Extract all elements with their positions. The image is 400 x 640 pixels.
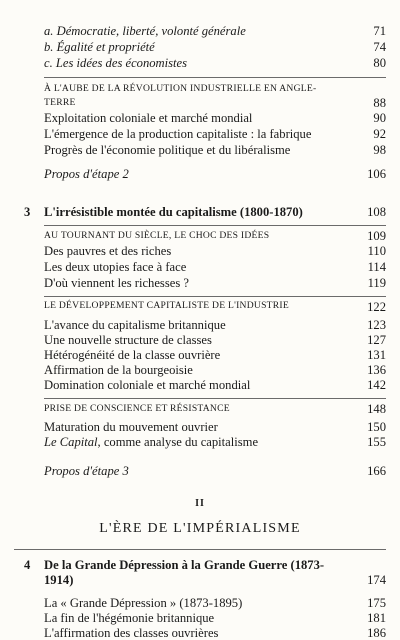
section-heading-aube-cont: TERRE (44, 97, 76, 108)
toc-entry: Maturation du mouvement ouvrier (44, 420, 218, 434)
section-heading-tournant: AU TOURNANT DU SIÈCLE, LE CHOC DES IDÉES (44, 230, 270, 241)
page-number: 106 (367, 167, 386, 181)
page-number: 175 (367, 596, 386, 610)
page-number: 166 (367, 464, 386, 478)
page-number: 98 (373, 143, 386, 157)
page-number: 110 (367, 244, 386, 258)
page-number: 119 (367, 276, 386, 290)
toc-entry: Affirmation de la bourgeoisie (44, 363, 193, 377)
toc-entry: Progrès de l'économie politique et du libéralisme (44, 143, 291, 157)
page-number: 71 (373, 24, 386, 38)
toc-entry-idees-economistes: c. Les idées des économistes (44, 56, 188, 70)
section-heading-prise: PRISE DE CONSCIENCE ET RÉSISTANCE (44, 403, 230, 414)
page-number: 142 (367, 378, 386, 392)
section-heading-aube: À L'AUBE DE LA RÉVOLUTION INDUSTRIELLE EN ANGLE- (44, 83, 317, 94)
part-title: L'ÈRE DE L'IMPÉRIALISME (99, 521, 301, 536)
toc-entry: L'affirmation des classes ouvrières (44, 626, 219, 640)
toc-entry-egalite: b. Égalité et propriété (44, 40, 155, 54)
page-number: 150 (367, 420, 386, 434)
page-number: 148 (367, 402, 386, 416)
section-rule (44, 225, 386, 226)
page-number: 88 (373, 96, 386, 110)
page-number: 92 (373, 127, 386, 141)
page-number: 90 (373, 111, 386, 125)
toc-entry: Une nouvelle structure de classes (44, 333, 212, 347)
page-number: 114 (367, 260, 386, 274)
page-number: 108 (367, 205, 386, 219)
book-title: Le Capital (44, 435, 98, 449)
toc-entry: Hétérogénéité de la classe ouvrière (44, 348, 221, 362)
page-number: 109 (367, 229, 386, 243)
toc-entry-democratie: a. Démocratie, liberté, volonté générale (44, 24, 246, 38)
page-number: 74 (373, 40, 386, 54)
page-number: 122 (367, 300, 386, 314)
toc-entry: L'émergence de la production capitaliste : la fabrique (44, 127, 312, 141)
page-number: 127 (367, 333, 386, 347)
page-number: 131 (367, 348, 386, 362)
page-number: 181 (367, 611, 386, 625)
toc-entry-le-capital (44, 435, 258, 449)
page-number: 136 (367, 363, 386, 377)
page-number: 174 (367, 573, 386, 587)
part-numeral: II (195, 498, 205, 509)
toc-entry-rest: , comme analyse du capitalisme (97, 435, 259, 449)
section-rule (44, 296, 386, 297)
chapter-title: De la Grande Dépression à la Grande Guerre (1873- (44, 558, 325, 572)
toc-entry: Les deux utopies face à face (44, 260, 187, 274)
page-number: 155 (367, 435, 386, 449)
propos-etape-2: Propos d'étape 2 (44, 167, 129, 181)
propos-etape-3: Propos d'étape 3 (44, 464, 129, 478)
toc-entry: Des pauvres et des riches (44, 244, 172, 258)
section-rule (44, 77, 386, 78)
toc-entry: La « Grande Dépression » (1873-1895) (44, 596, 243, 610)
chapter-rule (14, 549, 386, 550)
toc-entry: D'où viennent les richesses ? (44, 276, 189, 290)
toc-entry: La fin de l'hégémonie britannique (44, 611, 215, 625)
chapter-title: L'irrésistible montée du capitalisme (1800-1870) (44, 205, 303, 219)
section-heading-developpement: LE DÉVELOPPEMENT CAPITALISTE DE L'INDUSTRIE (44, 300, 289, 311)
page-number: 80 (373, 56, 386, 70)
chapter-number: 3 (24, 205, 31, 219)
toc-entry: Exploitation coloniale et marché mondial (44, 111, 253, 125)
toc-entry: L'avance du capitalisme britannique (44, 318, 226, 332)
page-number: 186 (367, 626, 386, 640)
section-rule (44, 398, 386, 399)
chapter-number: 4 (24, 558, 31, 572)
toc-entry: Domination coloniale et marché mondial (44, 378, 251, 392)
chapter-title-cont: 1914) (44, 573, 74, 587)
page-number: 123 (367, 318, 386, 332)
